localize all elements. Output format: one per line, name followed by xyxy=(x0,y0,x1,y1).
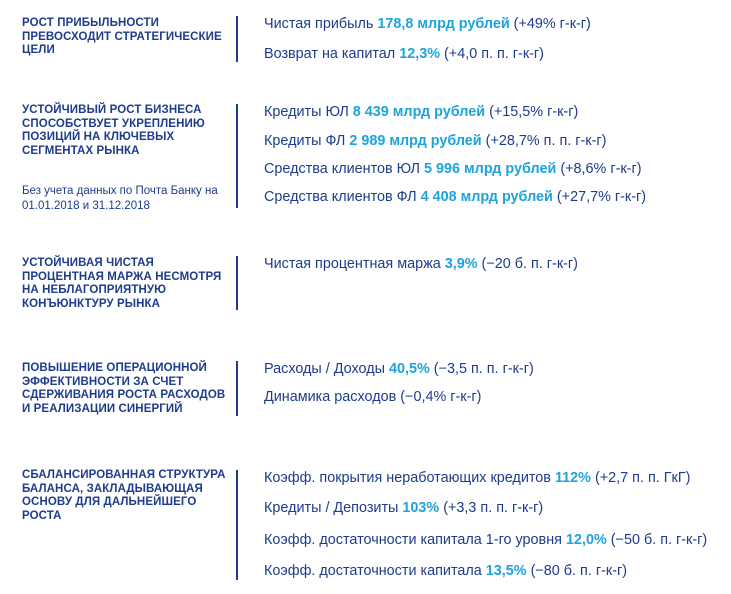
metric-change: (+27,7% г-к-г) xyxy=(552,189,647,205)
metric-row xyxy=(264,133,606,150)
metric-value: 2 989 млрд рублей xyxy=(349,133,482,149)
section-heading: СБАЛАНСИРОВАННАЯ СТРУКТУРА БАЛАНСА, ЗАКЛАДЫВАЮЩАЯ ОСНОВУ ДЛЯ ДАЛЬНЕЙШЕГО РОСТА xyxy=(22,469,226,522)
metric-label: Средства клиентов ЮЛ xyxy=(264,161,425,177)
section-heading: ПОВЫШЕНИЕ ОПЕРАЦИОННОЙ ЭФФЕКТИВНОСТИ ЗА СЧЕТ СДЕРЖИВАНИЯ РОСТА РАСХОДОВ И РЕАЛИЗАЦИИ СИНЕРГИЙ xyxy=(22,362,226,415)
metric-change: (−20 б. п. г-к-г) xyxy=(477,256,578,272)
section-divider xyxy=(236,256,238,310)
metric-label: Расходы / Доходы xyxy=(264,361,389,377)
metric-row xyxy=(264,389,481,406)
metric-row xyxy=(264,563,627,580)
metric-value: 178,8 млрд рублей xyxy=(377,16,510,32)
metric-label: Чистая процентная маржа xyxy=(264,256,445,272)
metric-change: (−50 б. п. г-к-г) xyxy=(606,532,708,548)
metric-change: (+3,3 п. п. г-к-г) xyxy=(439,500,544,516)
metric-value: 12,3% xyxy=(399,46,440,62)
metric-value: 103% xyxy=(402,500,440,516)
metric-row xyxy=(264,104,578,121)
metric-label: Кредиты / Депозиты xyxy=(264,500,403,516)
metric-row xyxy=(264,361,534,378)
metric-change: (+15,5% г-к-г) xyxy=(485,104,579,120)
section-divider xyxy=(236,104,238,208)
metric-label: Коэфф. покрытия неработающих кредитов xyxy=(264,470,555,486)
metric-label: Средства клиентов ФЛ xyxy=(264,189,421,205)
metric-label: Возврат на капитал xyxy=(264,46,400,62)
section-heading: УСТОЙЧИВАЯ ЧИСТАЯ ПРОЦЕНТНАЯ МАРЖА НЕСМОТРЯ НА НЕБЛАГОПРИЯТНУЮ КОНЪЮНКТУРУ РЫНКА xyxy=(22,257,222,310)
metric-row xyxy=(264,189,646,206)
section-heading: УСТОЙЧИВЫЙ РОСТ БИЗНЕСА СПОСОБСТВУЕТ УКРЕПЛЕНИЮ ПОЗИЦИЙ НА КЛЮЧЕВЫХ СЕГМЕНТАХ РЫНКА xyxy=(22,104,205,157)
metric-label: Динамика расходов (−0,4% г-к-г) xyxy=(264,389,482,405)
metric-value: 13,5% xyxy=(485,563,527,579)
metric-value: 4 408 млрд рублей xyxy=(420,189,553,205)
metric-change: (+2,7 п. п. ГкГ) xyxy=(590,470,691,486)
metric-row xyxy=(264,46,544,63)
metric-value: 112% xyxy=(554,470,591,486)
metric-value: 3,9% xyxy=(444,256,478,272)
metric-label: Чистая прибыль xyxy=(264,16,378,32)
metric-row xyxy=(264,16,591,33)
metric-change: (+49% г-к-г) xyxy=(509,16,591,32)
section-divider xyxy=(236,361,238,416)
metric-row xyxy=(264,256,578,273)
metric-value: 12,0% xyxy=(565,532,607,548)
section-divider xyxy=(236,16,238,62)
metric-row xyxy=(264,470,690,487)
metric-label: Коэфф. достаточности капитала xyxy=(264,563,486,579)
metric-label: Коэфф. достаточности капитала 1-го уровня xyxy=(264,532,566,548)
metric-value: 8 439 млрд рублей xyxy=(352,104,486,120)
metric-label: Кредиты ЮЛ xyxy=(264,104,353,120)
metric-change: (+28,7% п. п. г-к-г) xyxy=(481,133,607,149)
metric-change: (−80 б. п. г-к-г) xyxy=(526,563,628,579)
metric-row xyxy=(264,532,707,549)
section-divider xyxy=(236,470,238,580)
section-heading: РОСТ ПРИБЫЛЬНОСТИ ПРЕВОСХОДИТ СТРАТЕГИЧЕСКИЕ ЦЕЛИ xyxy=(22,17,222,57)
metric-change: (+8,6% г-к-г) xyxy=(556,161,642,177)
metric-row xyxy=(264,161,642,178)
metric-value: 5 996 млрд рублей xyxy=(424,161,557,177)
metric-change: (+4,0 п. п. г-к-г) xyxy=(440,46,544,62)
section-footnote: Без учета данных по Почта Банку на 01.01.2018 и 31.12.2018 xyxy=(22,185,218,212)
metric-value: 40,5% xyxy=(388,361,430,377)
metric-label: Кредиты ФЛ xyxy=(264,133,350,149)
metric-row xyxy=(264,500,543,517)
metric-change: (−3,5 п. п. г-к-г) xyxy=(429,361,534,377)
